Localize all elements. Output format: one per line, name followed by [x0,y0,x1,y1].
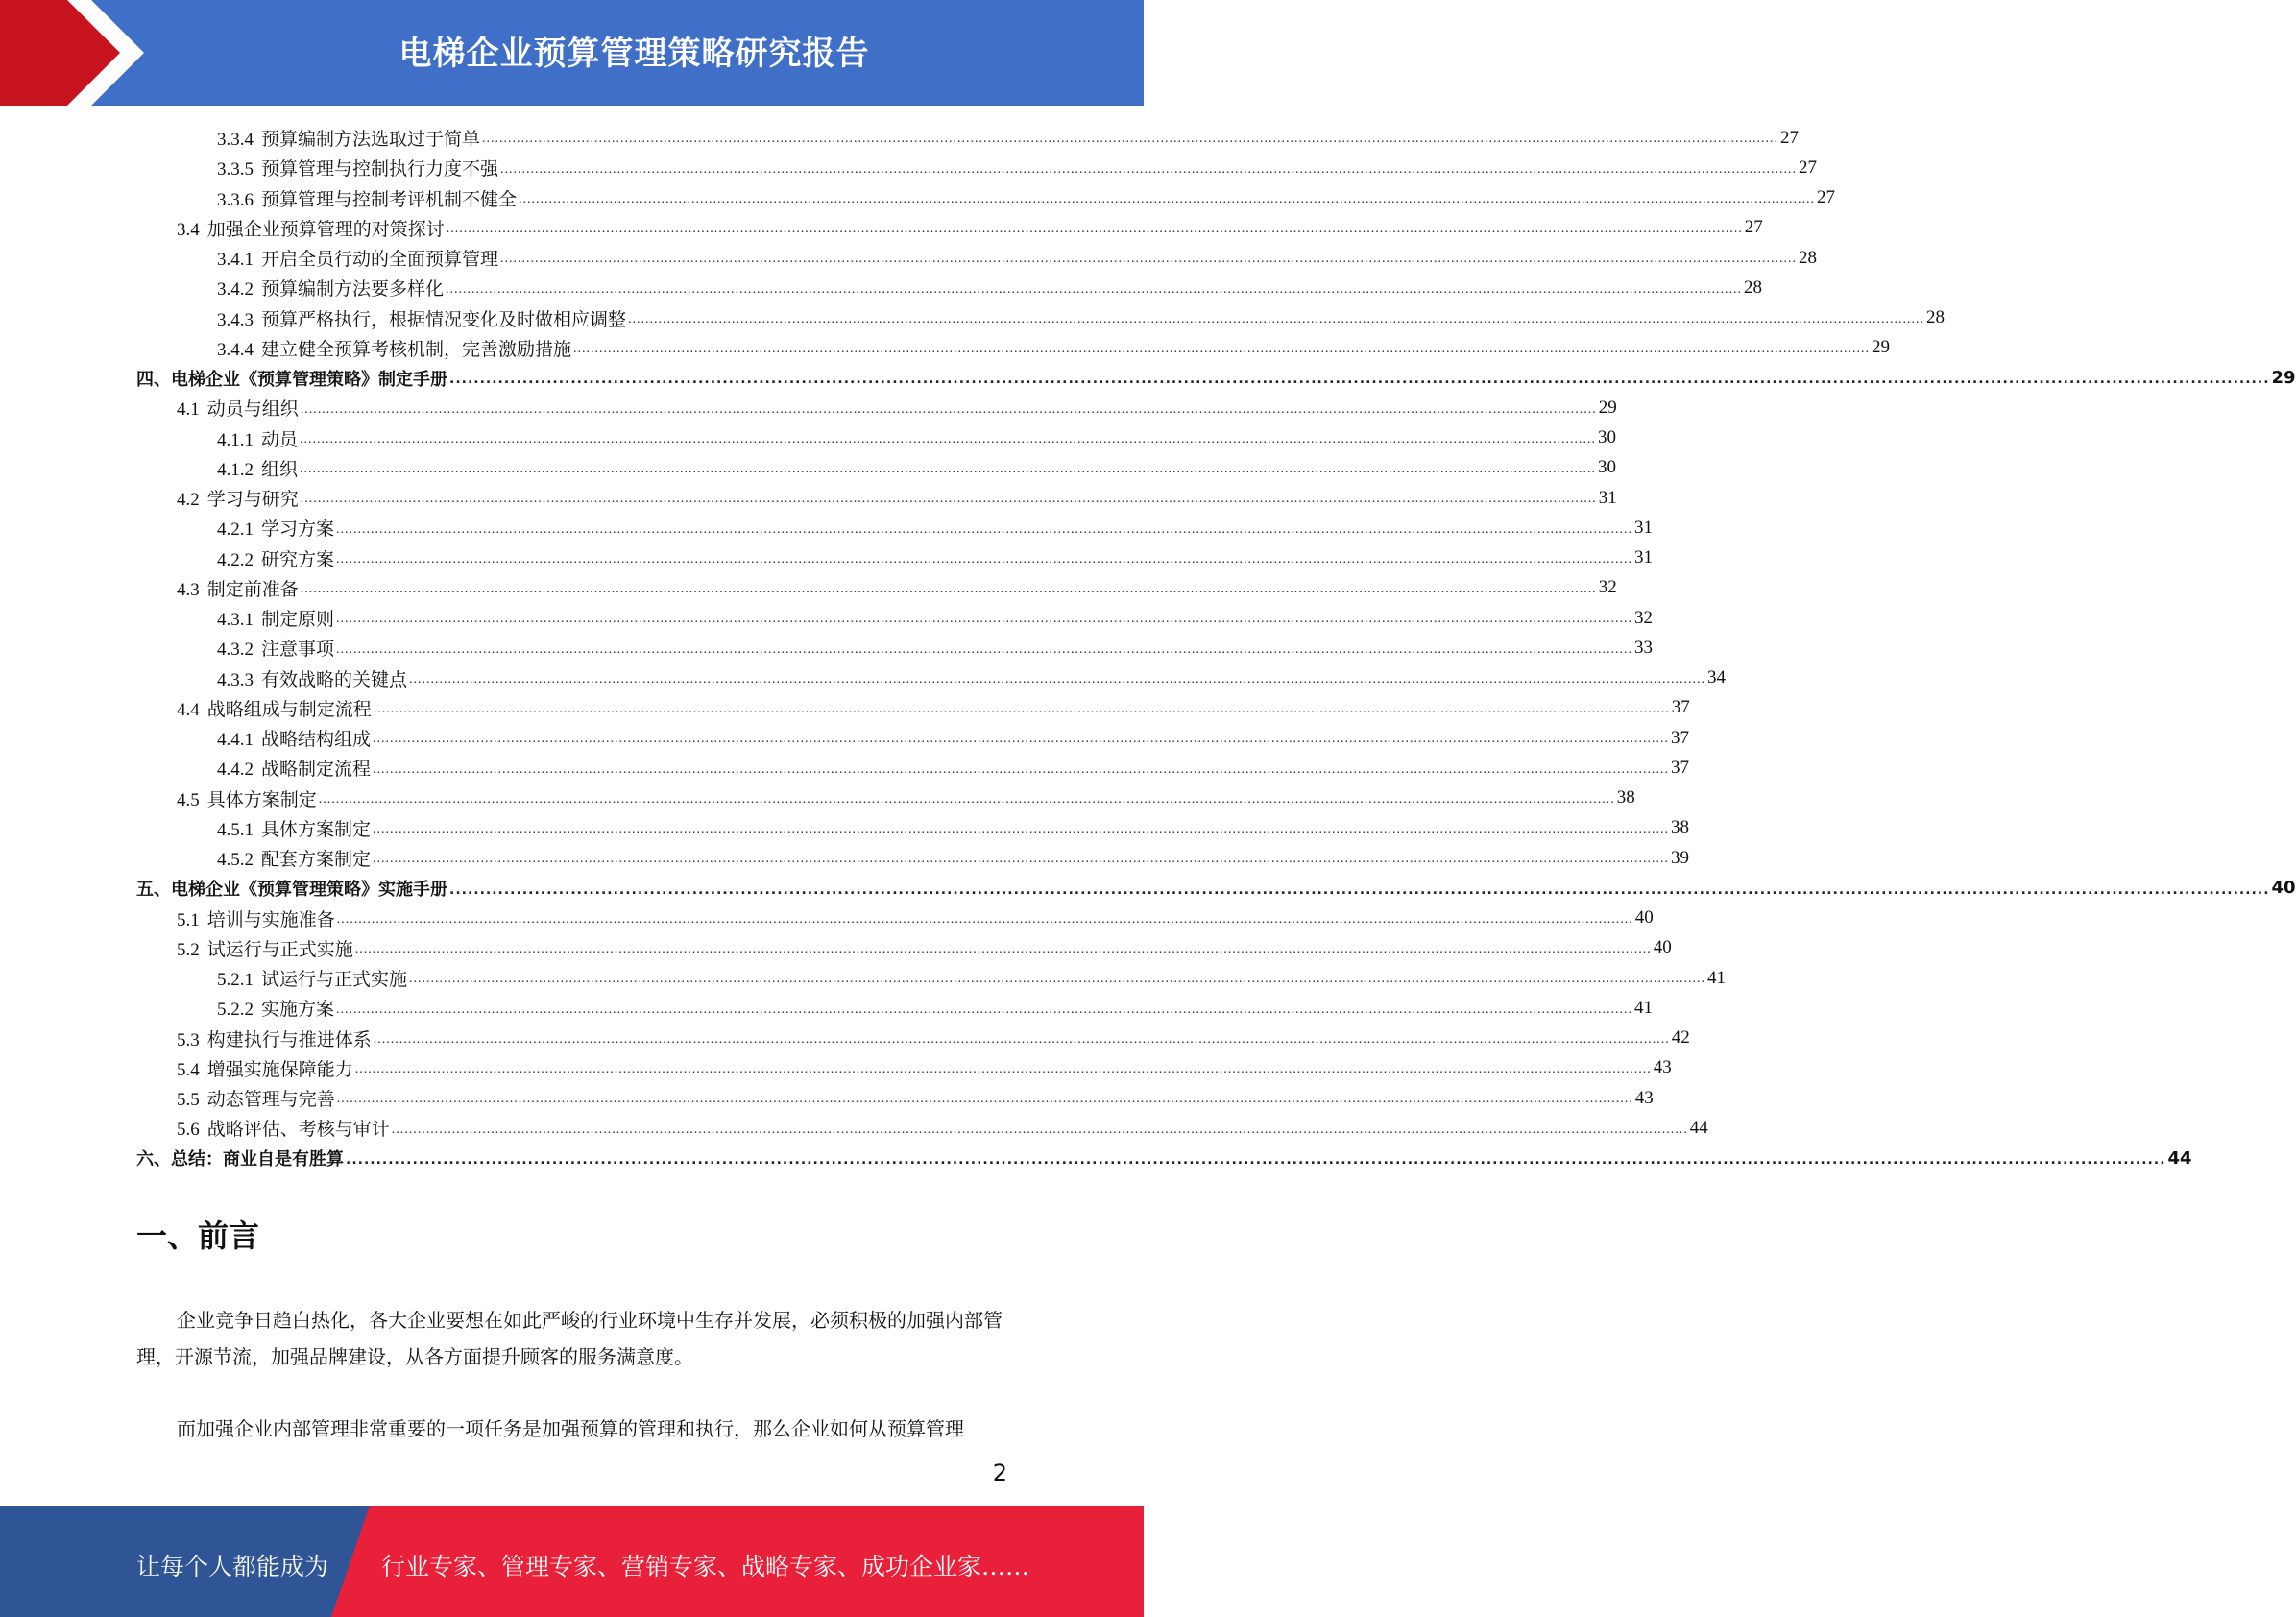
page-number: 2 [992,1460,1007,1486]
toc-entry-page: 29 [2271,368,2296,389]
toc-leader-dots: ............................................................................................................................................................................................................................................................................................................ [336,521,1633,537]
toc-leader-dots: ............................................................................................................................................................................................................................................................................................................ [373,822,1670,836]
toc-entry-label [217,635,336,661]
toc-leader-dots: ............................................................................................................................................................................................................................................................................................................ [354,1062,1652,1076]
toc-entry[interactable] [136,904,1654,933]
toc-entry-number: 5.1 [177,909,200,930]
toc-entry-title: 注意事项 [261,640,335,661]
toc-entry[interactable] [136,933,1672,963]
toc-entry-title: 试运行与正式实施 [206,939,353,960]
toc-entry[interactable] [136,243,1818,273]
toc-entry-title: 预算管理与控制考评机制不健全 [261,189,518,210]
toc-entry-label [217,605,336,631]
toc-leader-dots: ............................................................................................................................................................................................................................................................................................................ [336,641,1633,657]
toc-entry-page: 37 [1671,757,1690,778]
toc-entry-page: 42 [1671,1027,1690,1049]
toc-entry-title: 试运行与正式实施 [261,970,408,991]
toc-entry[interactable] [136,633,1654,663]
toc-entry-page: 44 [2167,1147,2192,1169]
toc-entry-page: 31 [1634,547,1654,568]
toc-entry-number: 4.4.2 [217,760,254,781]
toc-entry-title: 增强实施保障能力 [206,1059,353,1080]
toc-entry-label [177,395,301,421]
toc-entry-title: 制定前准备 [206,579,299,600]
toc-entry[interactable] [136,843,1690,873]
toc-entry-label [177,935,355,961]
toc-leader-dots: ............................................................................................................................................................................................................................................................................................................ [449,372,2270,388]
toc-entry-number: 4.3.2 [217,640,254,661]
toc-entry-label [217,305,628,331]
toc-entry-page: 27 [1744,217,1763,238]
toc-entry-number: 4.4 [177,699,200,720]
toc-entry-label [177,1115,392,1141]
toc-entry-title: 战略制定流程 [261,760,372,781]
toc-entry-title: 加强企业预算管理的对策探讨 [206,219,445,240]
toc-entry[interactable] [136,993,1654,1023]
toc-entry-label [217,755,373,781]
toc-entry-page: 38 [1616,787,1635,808]
toc-entry-page: 32 [1634,607,1654,628]
paragraph: 而加强企业内部管理非常重要的一项任务是加强预算的管理和执行，那么企业如何从预算管理 [177,1419,964,1440]
toc-leader-dots: ............................................................................................................................................................................................................................................................................................................ [446,222,1743,236]
toc-entry-page: 32 [1598,577,1617,598]
toc-entry-label [136,1146,346,1171]
toc-entry[interactable] [136,873,2296,903]
toc-entry-label [217,515,336,541]
toc-entry-number: 3.3.6 [217,189,254,210]
toc-entry-label [177,215,447,241]
toc-entry-page: 29 [1872,337,1891,358]
toc-entry-title: 预算编制方法要多样化 [261,279,445,301]
toc-entry[interactable] [136,153,1818,182]
toc-entry-page: 29 [1598,397,1617,418]
toc-entry[interactable] [136,1113,1708,1143]
toc-entry-number: 3.3.4 [217,130,254,151]
document-title: 电梯企业预算管理策略研究报告 [399,35,870,73]
toc-entry-title: 四、电梯企业《预算管理策略》制定手册 [136,369,447,390]
toc-leader-dots: ............................................................................................................................................................................................................................................................................................................ [300,492,1597,507]
paragraph: 企业竞争日趋白热化，各大企业要想在如此严峻的行业环境中生存并发展，必须积极的加强内部管理，开源节流，加强品牌建设，从各方面提升顾客的服务满意度。 [136,1311,1003,1368]
toc-entry-number: 3.4.3 [217,309,254,330]
toc-entry-page: 27 [1799,157,1818,178]
toc-entry-label [177,1055,355,1081]
toc-leader-dots: ............................................................................................................................................................................................................................................................................................................ [373,1031,1670,1047]
toc-entry-number: 5.4 [177,1059,200,1080]
toc-leader-dots: ............................................................................................................................................................................................................................................................................................................ [373,761,1670,777]
toc-entry-page: 33 [1634,637,1654,658]
toc-leader-dots: ............................................................................................................................................................................................................................................................................................................ [300,431,1597,446]
toc-entry-title: 动员 [261,429,299,450]
toc-entry[interactable] [136,123,1800,153]
toc-entry-page: 40 [1653,937,1672,958]
toc-leader-dots: ............................................................................................................................................................................................................................................................................................................ [519,191,1816,206]
toc-entry[interactable] [136,333,1891,363]
toc-entry[interactable] [136,1053,1672,1083]
toc-entry-page: 28 [1926,307,1946,328]
toc-entry-label [217,335,573,361]
toc-entry-label [217,995,336,1021]
toc-entry-page: 43 [1634,1087,1654,1108]
toc-entry-number: 4.5.2 [217,850,254,871]
toc-entry-label [217,245,500,271]
toc-entry-label [217,155,500,181]
toc-entry-number: 4.1.2 [217,459,254,480]
toc-entry[interactable] [136,753,1690,783]
table-of-contents [136,123,2296,1173]
toc-entry[interactable] [136,1144,2192,1173]
toc-entry-number: 5.2.1 [217,970,254,991]
toc-entry-label [217,545,336,571]
toc-entry-title: 预算编制方法选取过于简单 [261,130,481,151]
toc-entry-label [217,185,519,211]
toc-entry-title: 战略结构组成 [261,730,372,751]
toc-entry-page: 31 [1634,517,1654,538]
toc-entry[interactable] [136,303,1946,333]
toc-entry-title: 具体方案制定 [206,789,317,810]
toc-entry-page: 34 [1707,667,1727,688]
toc-entry[interactable] [136,664,1727,693]
toc-entry-number: 5.3 [177,1029,200,1050]
toc-leader-dots: ............................................................................................................................................................................................................................................................................................................ [409,671,1706,687]
toc-entry-label [217,665,409,691]
toc-entry-number: 3.4 [177,219,200,240]
toc-leader-dots: ............................................................................................................................................................................................................................................................................................................ [628,311,1925,326]
toc-entry[interactable] [136,813,1690,843]
toc-entry[interactable] [136,603,1654,633]
toc-entry-title: 六、总结：商业自是有胜算 [136,1149,344,1171]
page-footer [0,1506,1144,1617]
toc-entry-page: 40 [1634,907,1654,929]
toc-leader-dots: ............................................................................................................................................................................................................................................................................................................ [336,911,1633,927]
toc-entry-label [177,905,337,931]
toc-entry-number: 4.5 [177,789,200,810]
footer-slogan-right: 行业专家、管理专家、营销专家、战略专家、成功企业家…… [381,1553,1030,1581]
toc-entry-label [177,1085,337,1111]
toc-leader-dots: ............................................................................................................................................................................................................................................................................................................ [446,281,1743,297]
toc-entry-number: 4.3.1 [217,610,254,631]
toc-leader-dots: ............................................................................................................................................................................................................................................................................................................ [336,612,1633,627]
toc-entry[interactable] [136,573,1617,603]
toc-entry[interactable] [136,1024,1690,1053]
toc-entry[interactable] [136,963,1727,993]
toc-leader-dots: ............................................................................................................................................................................................................................................................................................................ [318,791,1615,807]
toc-entry[interactable] [136,183,1836,213]
toc-entry-label [136,876,449,901]
toc-entry[interactable] [136,453,1617,483]
toc-entry-number: 4.2.2 [217,549,254,570]
toc-leader-dots: ............................................................................................................................................................................................................................................................................................................ [391,1122,1688,1137]
toc-leader-dots: ............................................................................................................................................................................................................................................................................................................ [300,462,1597,476]
toc-entry-number: 3.4.4 [217,339,254,360]
toc-entry[interactable] [136,393,1617,422]
toc-entry[interactable] [136,483,1617,513]
toc-entry[interactable] [136,543,1654,573]
toc-entry-title: 学习方案 [261,519,335,541]
toc-entry-title: 具体方案制定 [261,819,372,840]
toc-entry-title: 动员与组织 [206,399,299,421]
toc-entry-number: 5.6 [177,1120,200,1141]
toc-entry[interactable] [136,363,2296,393]
toc-entry-page: 41 [1707,967,1727,988]
toc-entry-number: 5.2 [177,939,200,960]
toc-entry-title: 培训与实施准备 [206,909,335,930]
toc-leader-dots: ............................................................................................................................................................................................................................................................................................................ [373,732,1670,747]
section-heading: 一、前言 [136,1218,260,1254]
toc-leader-dots: ............................................................................................................................................................................................................................................................................................................ [336,1092,1633,1107]
toc-entry-page: 37 [1671,697,1690,718]
page-header [0,0,1144,106]
toc-entry-title: 实施方案 [261,1000,335,1021]
toc-entry-title: 动态管理与完善 [206,1090,335,1111]
toc-leader-dots: ............................................................................................................................................................................................................................................................................................................ [373,852,1670,867]
toc-entry-page: 39 [1671,847,1690,868]
toc-entry-number: 4.1.1 [217,429,254,450]
toc-entry-title: 制定原则 [261,610,335,631]
toc-entry-title: 学习与研究 [206,490,299,511]
footer-slogan-left: 让每个人都能成为 [136,1553,329,1581]
toc-entry-page: 41 [1634,997,1654,1018]
toc-entry-page: 31 [1598,487,1617,508]
toc-entry-page: 28 [1744,277,1763,298]
toc-entry-label [177,785,319,811]
toc-entry-title: 有效战略的关键点 [261,669,408,690]
toc-entry-label [177,485,301,511]
toc-leader-dots: ............................................................................................................................................................................................................................................................................................................ [354,942,1652,956]
toc-entry-label [177,575,301,601]
toc-leader-dots: ............................................................................................................................................................................................................................................................................................................ [300,401,1597,417]
toc-entry-label [217,275,446,301]
toc-entry-title: 预算管理与控制执行力度不强 [261,159,499,181]
toc-entry-title: 构建执行与推进体系 [206,1029,372,1050]
toc-entry[interactable] [136,784,1635,813]
toc-entry-number: 3.4.1 [217,250,254,271]
toc-entry-page: 27 [1817,187,1836,208]
toc-entry-page: 40 [2271,878,2296,899]
toc-entry-number: 5.2.2 [217,1000,254,1021]
toc-entry-page: 30 [1598,427,1617,448]
toc-entry-title: 研究方案 [261,549,335,570]
toc-entry-label [177,1026,374,1051]
toc-entry-number: 5.5 [177,1090,200,1111]
toc-entry-title: 建立健全预算考核机制，完善激励措施 [261,339,572,360]
toc-entry-label [217,845,373,871]
toc-entry[interactable] [136,693,1690,723]
toc-entry-title: 战略评估、考核与审计 [206,1120,390,1141]
toc-entry[interactable] [136,273,1763,302]
toc-entry-number: 4.2 [177,490,200,511]
toc-entry-page: 43 [1653,1057,1672,1078]
toc-entry-number: 4.4.1 [217,730,254,751]
toc-entry-title: 配套方案制定 [261,850,372,871]
toc-entry-label [177,695,374,721]
toc-entry-number: 4.3 [177,579,200,600]
toc-entry-number: 4.3.3 [217,669,254,690]
toc-leader-dots: ............................................................................................................................................................................................................................................................................................................ [336,551,1633,567]
toc-entry-title: 五、电梯企业《预算管理策略》实施手册 [136,879,447,900]
toc-entry-label [217,725,373,751]
toc-leader-dots: ............................................................................................................................................................................................................................................................................................................ [300,582,1597,596]
toc-entry[interactable] [136,213,1763,243]
toc-leader-dots: ............................................................................................................................................................................................................................................................................................................ [573,342,1871,356]
toc-entry-label [217,125,482,151]
toc-entry[interactable] [136,723,1690,753]
toc-entry[interactable] [136,1083,1654,1113]
toc-entry-page: 38 [1671,817,1690,838]
toc-entry-label [136,366,449,391]
toc-entry-label [217,425,300,451]
toc-leader-dots: ............................................................................................................................................................................................................................................................................................................ [482,132,1779,147]
toc-entry-title: 组织 [261,459,299,480]
toc-entry-label [217,455,300,481]
toc-entry-number: 4.2.1 [217,519,254,541]
toc-entry-number: 4.1 [177,399,200,421]
toc-leader-dots: ............................................................................................................................................................................................................................................................................................................ [409,972,1706,987]
toc-entry-title: 开启全员行动的全面预算管理 [261,250,499,271]
toc-leader-dots: ............................................................................................................................................................................................................................................................................................................ [346,1151,2166,1168]
toc-entry-number: 4.5.1 [217,819,254,840]
toc-entry[interactable] [136,423,1617,453]
toc-entry-title: 战略组成与制定流程 [206,699,372,720]
toc-entry-page: 27 [1780,127,1800,148]
toc-leader-dots: ............................................................................................................................................................................................................................................................................................................ [449,881,2270,898]
toc-leader-dots: ............................................................................................................................................................................................................................................................................................................ [373,702,1670,716]
toc-entry-label [217,815,373,841]
toc-entry-page: 30 [1598,457,1617,478]
toc-entry[interactable] [136,513,1654,543]
toc-entry-number: 3.4.2 [217,279,254,301]
toc-entry-title: 预算严格执行，根据情况变化及时做相应调整 [261,309,627,330]
toc-entry-page: 28 [1799,247,1818,268]
toc-leader-dots: ............................................................................................................................................................................................................................................................................................................ [500,161,1798,177]
toc-entry-page: 44 [1689,1117,1708,1138]
toc-entry-label [217,965,409,991]
toc-leader-dots: ............................................................................................................................................................................................................................................................................................................ [336,1002,1633,1017]
toc-entry-page: 37 [1671,727,1690,748]
toc-entry-number: 3.3.5 [217,159,254,181]
toc-leader-dots: ............................................................................................................................................................................................................................................................................................................ [500,252,1798,267]
